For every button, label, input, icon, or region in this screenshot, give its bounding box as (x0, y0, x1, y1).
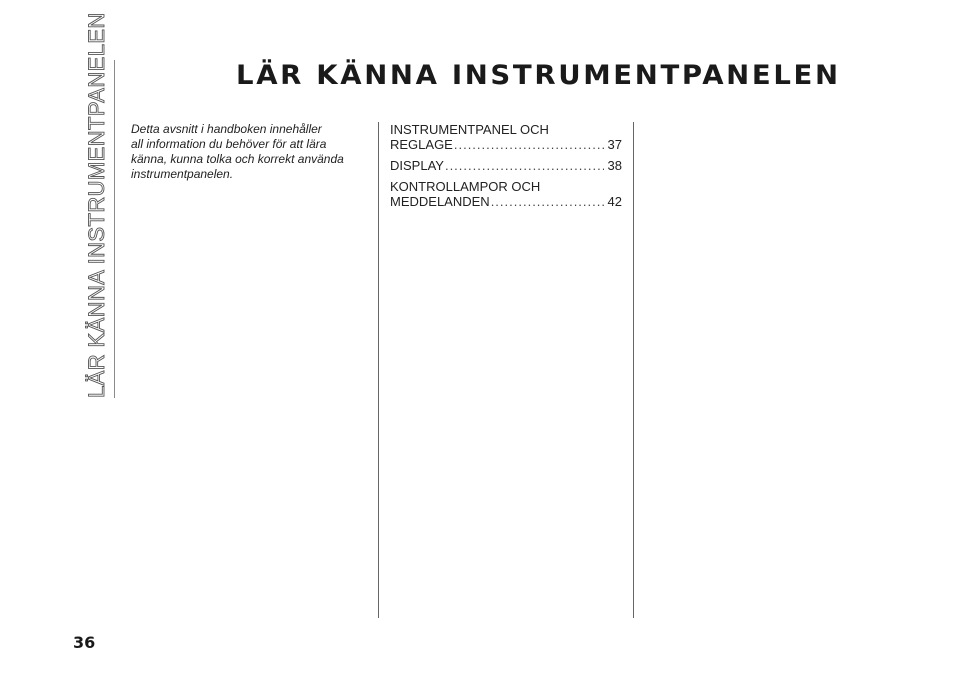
intro-line: Detta avsnitt i handboken innehåller (131, 122, 322, 136)
toc-page-number: 42 (607, 194, 622, 209)
toc-entry-instrumentpanel[interactable] (390, 122, 622, 152)
side-divider (114, 60, 115, 398)
intro-line: instrumentpanelen. (131, 167, 234, 181)
side-chapter-title: LÄR KÄNNA INSTRUMENTPANELEN (84, 12, 109, 398)
toc-leader-dots (454, 137, 604, 152)
column-divider-left (378, 122, 379, 618)
toc-entry-label: DISPLAY (390, 158, 444, 173)
toc-leader-dots (491, 194, 604, 209)
toc-entry-kontrollampor[interactable] (390, 179, 622, 209)
intro-text (131, 122, 371, 182)
toc-page-number: 37 (607, 137, 622, 152)
page-number: 36 (73, 633, 96, 652)
toc-entry-label: REGLAGE (390, 137, 453, 152)
toc-page-number: 38 (607, 158, 622, 173)
intro-line: känna, kunna tolka och korrekt använda (131, 152, 344, 166)
toc-entry-label: MEDDELANDEN (390, 194, 490, 209)
toc-leader-dots (445, 158, 604, 173)
column-divider-right (633, 122, 634, 618)
toc-entry-heading: KONTROLLAMPOR OCH (390, 179, 541, 194)
chapter-title: LÄR KÄNNA INSTRUMENTPANELEN (236, 60, 841, 91)
table-of-contents (390, 122, 622, 215)
toc-entry-heading: INSTRUMENTPANEL OCH (390, 122, 549, 137)
intro-line: all information du behöver för att lära (131, 137, 327, 151)
toc-entry-display[interactable] (390, 158, 622, 173)
